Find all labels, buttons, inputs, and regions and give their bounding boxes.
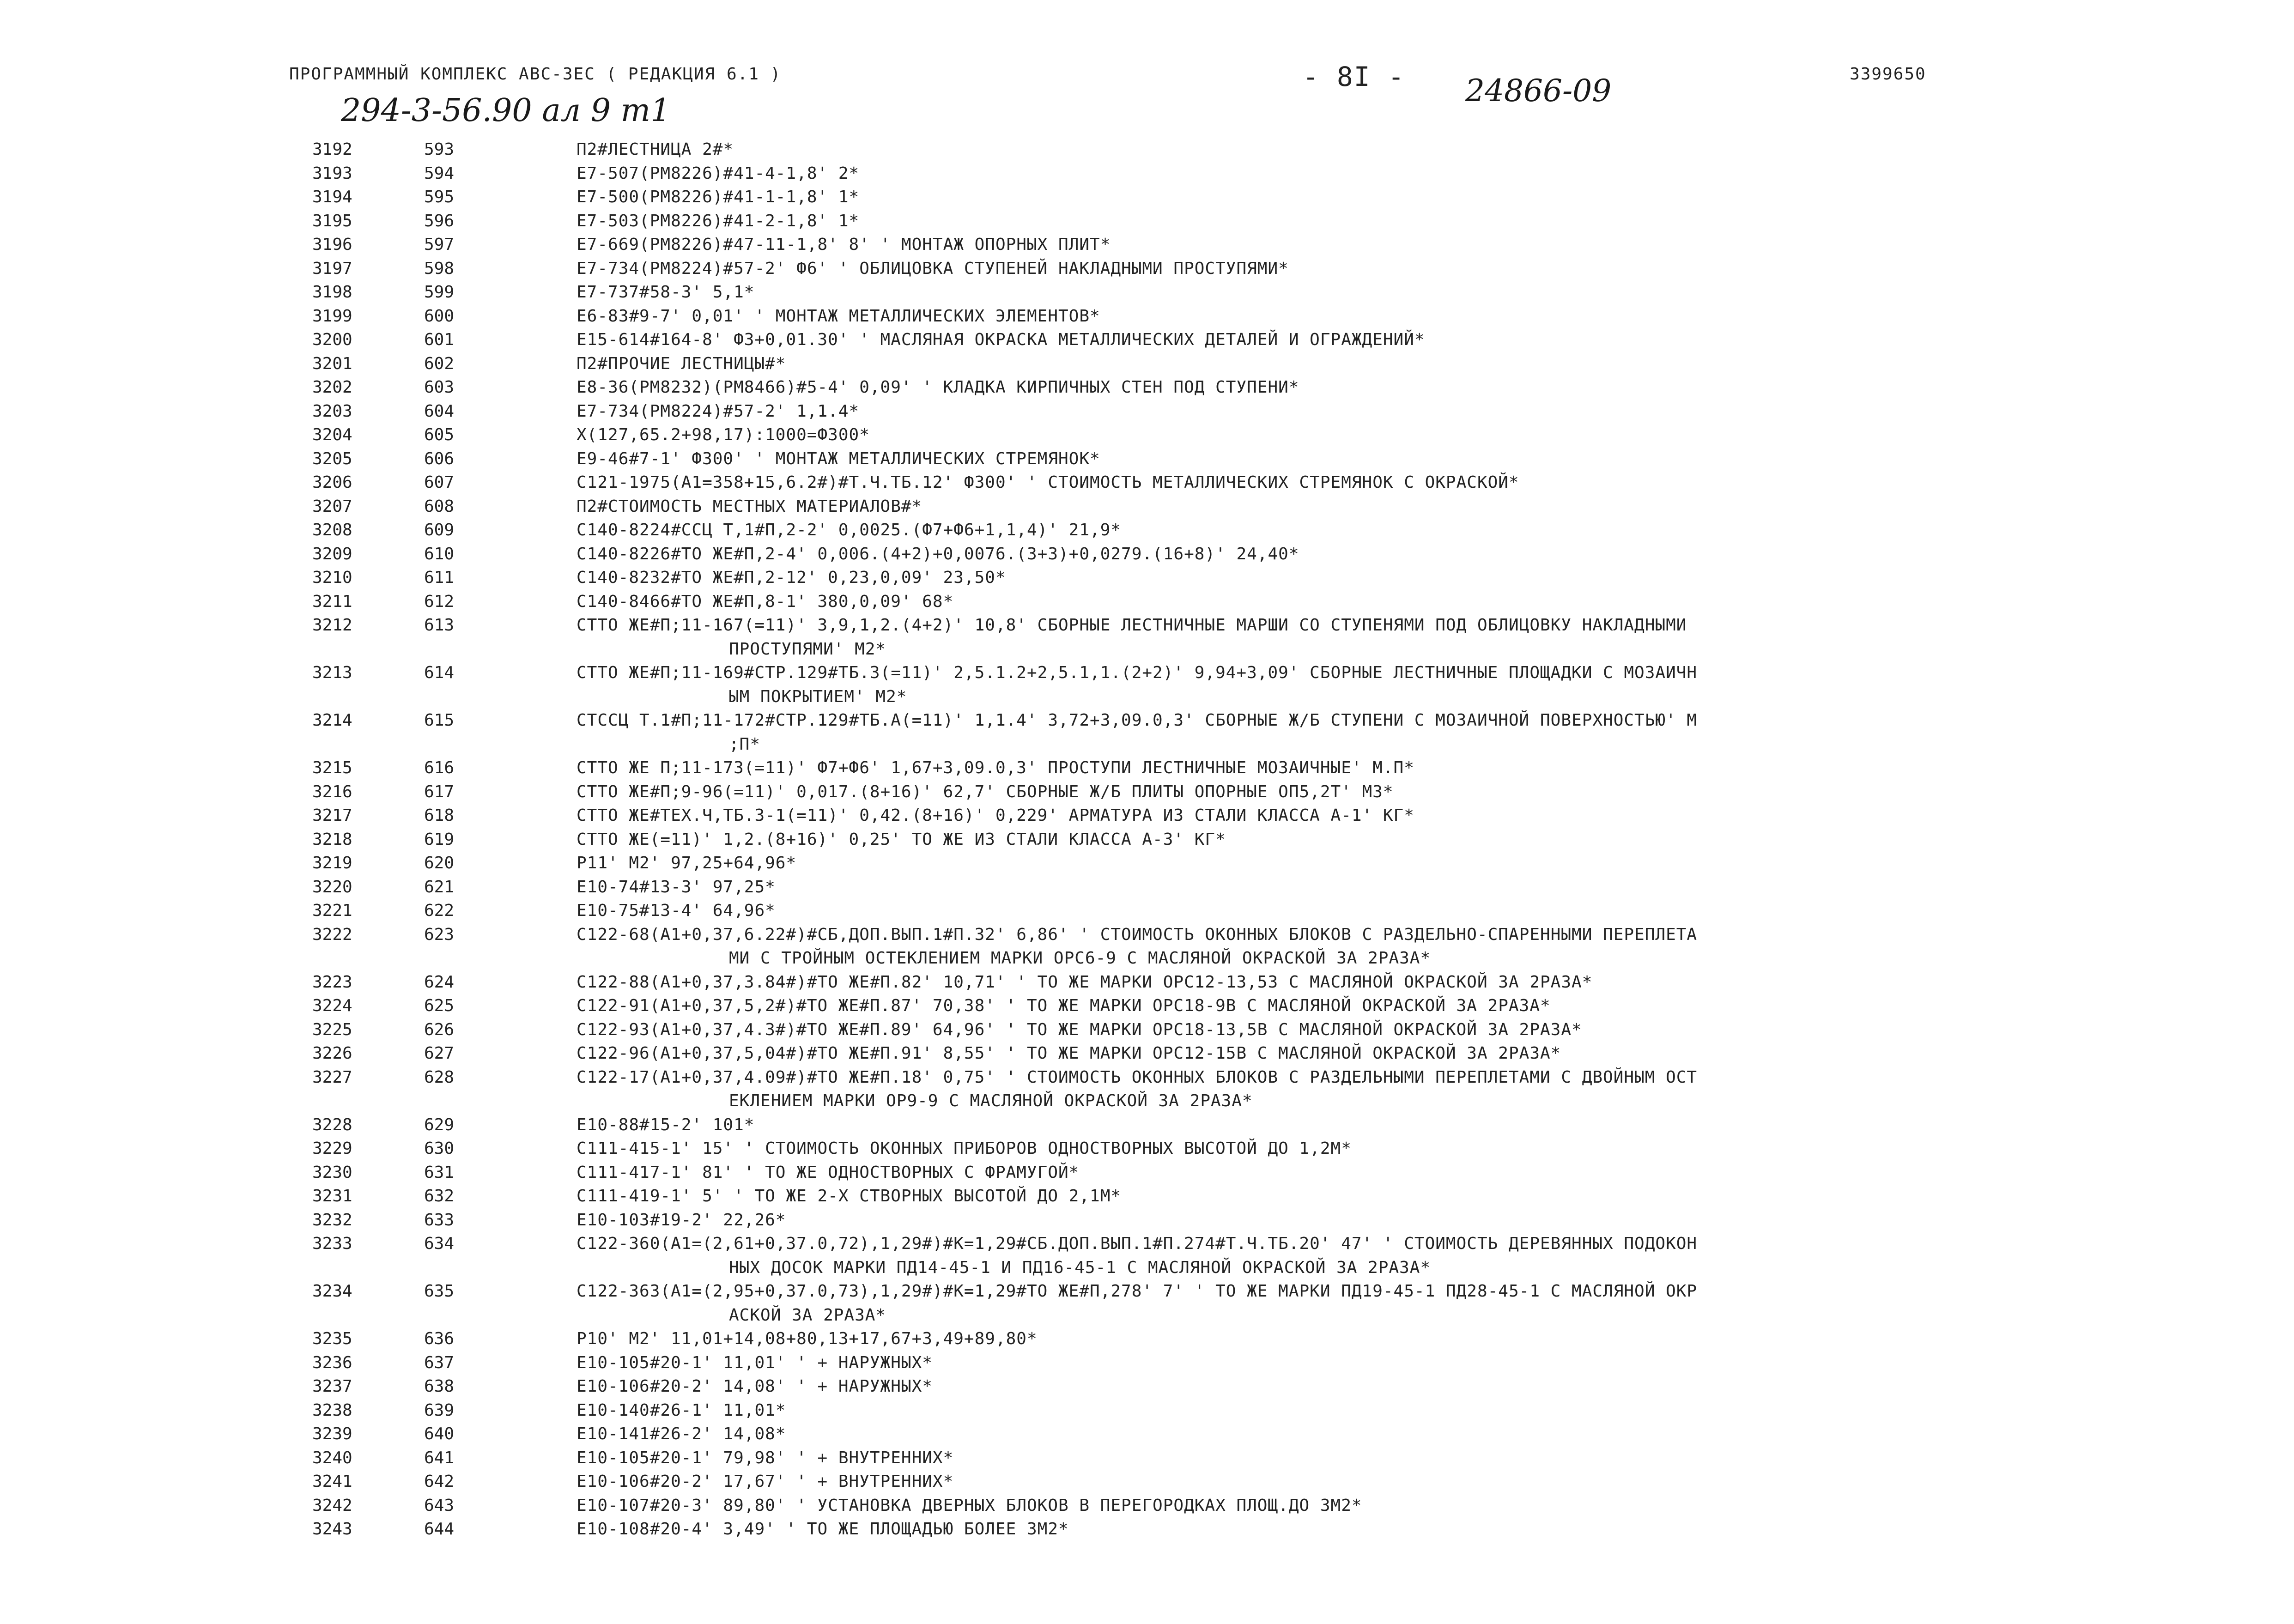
row-text-line: С122-360(А1=(2,61+0,37.0,72),1,29#)#К=1,29#СБ.ДОП.ВЫП.1#П.274#Т.Ч.ТБ.20' 47' ' СТОИМОСТЬ ДЕРЕВЯННЫХ ПОДОКОН — [577, 1234, 1698, 1253]
listing-row — [0, 994, 2294, 1018]
record-number: 602 — [424, 354, 455, 373]
row-text — [577, 1327, 2092, 1351]
row-text — [577, 400, 2092, 424]
row-text-continuation: ;П* — [729, 734, 761, 754]
listing-row — [0, 185, 2294, 209]
record-number: 624 — [424, 972, 455, 992]
row-text — [577, 709, 2092, 756]
listing-row — [0, 1161, 2294, 1185]
row-text — [577, 1470, 2092, 1494]
row-text — [577, 756, 2092, 780]
record-number: 623 — [424, 925, 455, 944]
row-text-line: СТССЦ Т.1#П;11-172#СТР.129#ТБ.А(=11)' 1,1.4' 3,72+3,09.0,3' СБОРНЫЕ Ж/Б СТУПЕНИ С МОЗАИЧНОЙ ПОВЕРХНОСТЬЮ' М — [577, 711, 1698, 730]
document-code: 3399650 — [1850, 65, 1926, 84]
listing-row — [0, 1066, 2294, 1113]
row-text — [577, 257, 2092, 281]
row-text — [577, 233, 2092, 257]
row-text — [577, 352, 2092, 376]
record-number: 607 — [424, 473, 455, 492]
row-text-line: С122-68(А1+0,37,6.22#)#СБ,ДОП.ВЫП.1#П.32' 6,86' ' СТОИМОСТЬ ОКОННЫХ БЛОКОВ С РАЗДЕЛЬНО-СПАРЕННЫМИ ПЕРЕПЛЕТА — [577, 925, 1698, 944]
row-text — [577, 304, 2092, 328]
row-text-line: Е10-105#20-1' 79,98' ' + ВНУТРЕННИХ* — [577, 1448, 954, 1467]
row-text-line: С122-88(А1+0,37,3.84#)#ТО ЖЕ#П.82' 10,71' ' ТО ЖЕ МАРКИ ОРС12-13,53 С МАСЛЯНОЙ ОКРАСКОЙ ЗА 2РАЗА* — [577, 972, 1593, 992]
row-number: 3200 — [312, 330, 352, 349]
row-text — [577, 613, 2092, 661]
row-text — [577, 923, 2092, 970]
row-text-line: Е10-106#20-2' 14,08' ' + НАРУЖНЫХ* — [577, 1377, 933, 1396]
row-number: 3240 — [312, 1448, 352, 1467]
record-number: 603 — [424, 378, 455, 397]
listing-row — [0, 1113, 2294, 1137]
row-text-line: Е7-737#58-3' 5,1* — [577, 283, 755, 302]
row-text-line: Е8-36(РМ8232)(РМ8466)#5-4' 0,09' ' КЛАДКА КИРПИЧНЫХ СТЕН ПОД СТУПЕНИ* — [577, 378, 1299, 397]
listing-row — [0, 1422, 2294, 1446]
record-number: 619 — [424, 830, 455, 849]
record-number: 617 — [424, 782, 455, 801]
listing-row — [0, 257, 2294, 281]
record-number: 626 — [424, 1020, 455, 1039]
listing-row — [0, 400, 2294, 424]
listing-row — [0, 756, 2294, 780]
row-text-line: С122-93(А1+0,37,4.3#)#ТО ЖЕ#П.89' 64,96' ' ТО ЖЕ МАРКИ ОРС18-13,5В С МАСЛЯНОЙ ОКРАСКОЙ ЗА 2РАЗА* — [577, 1020, 1582, 1039]
row-text-line: Е10-74#13-3' 97,25* — [577, 877, 776, 897]
handwritten-reference: 294-3-56.90 ал 9 т1 — [341, 92, 671, 129]
listing-row — [0, 804, 2294, 828]
row-text-line: Р10' М2' 11,01+14,08+80,13+17,67+3,49+89,80* — [577, 1329, 1038, 1348]
row-number: 3228 — [312, 1115, 352, 1134]
row-number: 3216 — [312, 782, 352, 801]
row-text — [577, 875, 2092, 899]
record-number: 594 — [424, 164, 455, 183]
record-number: 641 — [424, 1448, 455, 1467]
row-number: 3205 — [312, 449, 352, 468]
listing-row — [0, 780, 2294, 804]
listing-row — [0, 138, 2294, 162]
row-text-continuation: АСКОЙ ЗА 2РАЗА* — [729, 1305, 886, 1325]
row-number: 3236 — [312, 1353, 352, 1372]
listing-body — [0, 138, 2294, 1541]
row-text-line: Е10-105#20-1' 11,01' ' + НАРУЖНЫХ* — [577, 1353, 933, 1372]
row-text — [577, 1399, 2092, 1423]
row-text-line: Е7-500(РМ8226)#41-1-1,8' 1* — [577, 188, 860, 206]
row-text-line: Е7-669(РМ8226)#47-11-1,8' 8' ' МОНТАЖ ОПОРНЫХ ПЛИТ* — [577, 235, 1111, 254]
row-text-line: Е15-614#164-8' Ф3+0,01.30' ' МАСЛЯНАЯ ОКРАСКА МЕТАЛЛИЧЕСКИХ ДЕТАЛЕЙ И ОГРАЖДЕНИЙ* — [577, 330, 1425, 349]
row-text — [577, 804, 2092, 828]
row-number: 3227 — [312, 1067, 352, 1087]
row-text — [577, 1184, 2092, 1208]
row-text — [577, 566, 2092, 590]
record-number: 630 — [424, 1139, 455, 1158]
row-number: 3238 — [312, 1400, 352, 1420]
row-number: 3234 — [312, 1282, 352, 1301]
row-number: 3230 — [312, 1163, 352, 1182]
row-number: 3208 — [312, 521, 352, 539]
record-number: 604 — [424, 401, 455, 421]
row-text — [577, 899, 2092, 923]
row-number: 3195 — [312, 211, 352, 230]
row-number: 3224 — [312, 996, 352, 1015]
row-text — [577, 1208, 2092, 1232]
row-number: 3203 — [312, 401, 352, 421]
row-text-line: С111-419-1' 5' ' ТО ЖЕ 2-Х СТВОРНЫХ ВЫСОТОЙ ДО 2,1М* — [577, 1187, 1122, 1206]
listing-row — [0, 471, 2294, 495]
row-text — [577, 1375, 2092, 1399]
row-number: 3222 — [312, 925, 352, 944]
row-text-line: Е10-107#20-3' 89,80' ' УСТАНОВКА ДВЕРНЫХ БЛОКОВ В ПЕРЕГОРОДКАХ ПЛОЩ.ДО 3М2* — [577, 1496, 1362, 1515]
record-number: 610 — [424, 544, 455, 564]
row-text-line: СТТО ЖЕ#П;11-169#СТР.129#ТБ.3(=11)' 2,5.1.2+2,5.1,1.(2+2)' 9,94+3,09' СБОРНЫЕ ЛЕСТНИЧНЫЕ ПЛОЩАДКИ С МОЗАИЧН — [577, 663, 1698, 682]
row-text — [577, 138, 2092, 162]
row-text — [577, 1351, 2092, 1375]
row-text — [577, 1279, 2092, 1327]
listing-row — [0, 542, 2294, 566]
listing-row — [0, 352, 2294, 376]
record-number: 596 — [424, 211, 455, 230]
row-number: 3199 — [312, 306, 352, 326]
listing-row — [0, 828, 2294, 852]
row-text-line: С140-8224#ССЦ Т,1#П,2-2' 0,0025.(Ф7+Ф6+1,1,4)' 21,9* — [577, 521, 1122, 539]
row-text-line: П2#ЛЕСТНИЦА 2#* — [577, 140, 734, 159]
listing-row — [0, 590, 2294, 614]
row-text-line: Р11' М2' 97,25+64,96* — [577, 854, 797, 873]
row-text-line: Е7-507(РМ8226)#41-4-1,8' 2* — [577, 164, 860, 183]
row-text-continuation: МИ С ТРОЙНЫМ ОСТЕКЛЕНИЕМ МАРКИ ОРС6-9 С МАСЛЯНОЙ ОКРАСКОЙ ЗА 2РАЗА* — [729, 949, 1431, 968]
row-text-line: СТТО ЖЕ#П;9-96(=11)' 0,017.(8+16)' 62,7' СБОРНЫЕ Ж/Б ПЛИТЫ ОПОРНЫЕ ОП5,2Т' М3* — [577, 782, 1394, 801]
row-text-line: Е6-83#9-7' 0,01' ' МОНТАЖ МЕТАЛЛИЧЕСКИХ ЭЛЕМЕНТОВ* — [577, 306, 1100, 326]
record-number: 640 — [424, 1424, 455, 1443]
row-text-line: СТТО ЖЕ П;11-173(=11)' Ф7+Ф6' 1,67+3,09.0,3' ПРОСТУПИ ЛЕСТНИЧНЫЕ МОЗАИЧНЫЕ' М.П* — [577, 758, 1414, 777]
record-number: 644 — [424, 1520, 455, 1539]
row-text — [577, 423, 2092, 447]
row-number: 3192 — [312, 140, 352, 159]
row-number: 3242 — [312, 1496, 352, 1515]
row-text-line: П2#ПРОЧИЕ ЛЕСТНИЦЫ#* — [577, 354, 786, 373]
listing-row — [0, 1279, 2294, 1327]
handwritten-number: 24866-09 — [1465, 73, 1612, 109]
row-number: 3243 — [312, 1520, 352, 1539]
row-number: 3218 — [312, 830, 352, 849]
row-text-line: Е10-108#20-4' 3,49' ' ТО ЖЕ ПЛОЩАДЬЮ БОЛЕЕ 3М2* — [577, 1520, 1069, 1539]
record-number: 622 — [424, 901, 455, 920]
row-number: 3221 — [312, 901, 352, 920]
record-number: 627 — [424, 1044, 455, 1063]
row-text-line: Е10-140#26-1' 11,01* — [577, 1400, 786, 1420]
row-text — [577, 542, 2092, 566]
row-text-line: С122-363(А1=(2,95+0,37.0,73),1,29#)#К=1,29#ТО ЖЕ#П,278' 7' ' ТО ЖЕ МАРКИ ПД19-45-1 ПД28-45-1 С МАСЛЯНОЙ ОКР — [577, 1282, 1698, 1301]
record-number: 615 — [424, 711, 455, 730]
record-number: 598 — [424, 259, 455, 278]
row-number: 3215 — [312, 758, 352, 777]
record-number: 605 — [424, 425, 455, 444]
record-number: 639 — [424, 1400, 455, 1420]
row-number: 3202 — [312, 378, 352, 397]
row-text — [577, 209, 2092, 233]
record-number: 595 — [424, 188, 455, 206]
row-number: 3193 — [312, 164, 352, 183]
row-number: 3223 — [312, 972, 352, 992]
listing-row — [0, 1042, 2294, 1066]
record-number: 616 — [424, 758, 455, 777]
row-number: 3212 — [312, 616, 352, 635]
row-number: 3197 — [312, 259, 352, 278]
listing-row — [0, 1351, 2294, 1375]
record-number: 638 — [424, 1377, 455, 1396]
row-text-line: С111-415-1' 15' ' СТОИМОСТЬ ОКОННЫХ ПРИБОРОВ ОДНОСТВОРНЫХ ВЫСОТОЙ ДО 1,2М* — [577, 1139, 1352, 1158]
row-text — [577, 1042, 2092, 1066]
listing-row — [0, 709, 2294, 756]
row-number: 3226 — [312, 1044, 352, 1063]
record-number: 611 — [424, 568, 455, 587]
listing-row — [0, 613, 2294, 661]
listing-row — [0, 1327, 2294, 1351]
row-text-continuation: ЕКЛЕНИЕМ МАРКИ ОР9-9 С МАСЛЯНОЙ ОКРАСКОЙ ЗА 2РАЗА* — [729, 1091, 1253, 1110]
row-text-line: Е10-141#26-2' 14,08* — [577, 1424, 786, 1443]
listing-row — [0, 423, 2294, 447]
row-number: 3225 — [312, 1020, 352, 1039]
record-number: 628 — [424, 1067, 455, 1087]
row-number: 3194 — [312, 188, 352, 206]
row-text-continuation: ПРОСТУПЯМИ' М2* — [729, 639, 886, 659]
row-number: 3214 — [312, 711, 352, 730]
listing-row — [0, 1517, 2294, 1541]
record-number: 634 — [424, 1234, 455, 1253]
row-number: 3241 — [312, 1472, 352, 1491]
record-number: 609 — [424, 521, 455, 539]
row-text — [577, 661, 2092, 709]
listing-row — [0, 518, 2294, 542]
row-text — [577, 994, 2092, 1018]
row-text-line: Е7-503(РМ8226)#41-2-1,8' 1* — [577, 211, 860, 230]
row-text-line: П2#СТОИМОСТЬ МЕСТНЫХ МАТЕРИАЛОВ#* — [577, 497, 922, 516]
row-text — [577, 590, 2092, 614]
record-number: 606 — [424, 449, 455, 468]
listing-row — [0, 328, 2294, 352]
listing-row — [0, 1137, 2294, 1161]
row-text — [577, 828, 2092, 852]
listing-row — [0, 661, 2294, 709]
row-number: 3237 — [312, 1377, 352, 1396]
listing-row — [0, 1184, 2294, 1208]
record-number: 613 — [424, 616, 455, 635]
row-text-line: С140-8232#ТО ЖЕ#П,2-12' 0,23,0,09' 23,50* — [577, 568, 1006, 587]
row-number: 3213 — [312, 663, 352, 682]
row-text-line: СТТО ЖЕ#ТЕХ.Ч,ТБ.3-1(=11)' 0,42.(8+16)' 0,229' АРМАТУРА ИЗ СТАЛИ КЛАССА А-1' КГ* — [577, 806, 1414, 825]
row-text — [577, 1137, 2092, 1161]
record-number: 642 — [424, 1472, 455, 1491]
row-text — [577, 162, 2092, 186]
record-number: 629 — [424, 1115, 455, 1134]
record-number: 597 — [424, 235, 455, 254]
record-number: 621 — [424, 877, 455, 897]
listing-row — [0, 1494, 2294, 1518]
row-number: 3207 — [312, 497, 352, 516]
row-text — [577, 1018, 2092, 1042]
row-text-line: Е10-88#15-2' 101* — [577, 1115, 755, 1134]
row-text-line: Х(127,65.2+98,17):1000=Ф300* — [577, 425, 870, 444]
row-text-line: С121-1975(А1=358+15,6.2#)#Т.Ч.ТБ.12' Ф300' ' СТОИМОСТЬ МЕТАЛЛИЧЕСКИХ СТРЕМЯНОК С ОКРАСКОЙ* — [577, 473, 1519, 492]
record-number: 635 — [424, 1282, 455, 1301]
row-text — [577, 1232, 2092, 1279]
record-number: 601 — [424, 330, 455, 349]
row-text — [577, 1446, 2092, 1470]
row-number: 3232 — [312, 1210, 352, 1230]
row-number: 3217 — [312, 806, 352, 825]
row-text-line: Е10-103#19-2' 22,26* — [577, 1210, 786, 1230]
row-number: 3219 — [312, 854, 352, 873]
row-number: 3196 — [312, 235, 352, 254]
listing-row — [0, 304, 2294, 328]
listing-row — [0, 447, 2294, 471]
record-number: 631 — [424, 1163, 455, 1182]
listing-row — [0, 899, 2294, 923]
row-text — [577, 1517, 2092, 1541]
record-number: 600 — [424, 306, 455, 326]
row-text-continuation: НЫХ ДОСОК МАРКИ ПД14-45-1 И ПД16-45-1 С МАСЛЯНОЙ ОКРАСКОЙ ЗА 2РАЗА* — [729, 1258, 1431, 1277]
row-number: 3233 — [312, 1234, 352, 1253]
row-text — [577, 280, 2092, 304]
row-number: 3231 — [312, 1187, 352, 1206]
row-text — [577, 495, 2092, 519]
listing-row — [0, 970, 2294, 994]
listing-row — [0, 923, 2294, 970]
row-number: 3235 — [312, 1329, 352, 1348]
row-text-line: СТТО ЖЕ(=11)' 1,2.(8+16)' 0,25' ТО ЖЕ ИЗ СТАЛИ КЛАССА А-3' КГ* — [577, 830, 1226, 849]
row-text-line: С111-417-1' 81' ' ТО ЖЕ ОДНОСТВОРНЫХ С ФРАМУГОЙ* — [577, 1163, 1080, 1182]
row-text — [577, 376, 2092, 400]
row-number: 3210 — [312, 568, 352, 587]
row-number: 3229 — [312, 1139, 352, 1158]
row-text — [577, 1422, 2092, 1446]
listing-row — [0, 851, 2294, 875]
row-text-line: Е7-734(РМ8224)#57-2' Ф6' ' ОБЛИЦОВКА СТУПЕНЕЙ НАКЛАДНЫМИ ПРОСТУПЯМИ* — [577, 259, 1289, 278]
page-number: - 8I - — [1303, 61, 1405, 92]
row-text-line: СТТО ЖЕ#П;11-167(=11)' 3,9,1,2.(4+2)' 10,8' СБОРНЫЕ ЛЕСТНИЧНЫЕ МАРШИ СО СТУПЕНЯМИ ПОД ОБЛИЦОВКУ НАКЛАДНЫМИ — [577, 616, 1687, 635]
row-number: 3211 — [312, 592, 352, 611]
row-text — [577, 851, 2092, 875]
record-number: 643 — [424, 1496, 455, 1515]
row-text-line: С122-17(А1+0,37,4.09#)#ТО ЖЕ#П.18' 0,75' ' СТОИМОСТЬ ОКОННЫХ БЛОКОВ С РАЗДЕЛЬНЫМИ ПЕРЕПЛЕТАМИ С ДВОЙНЫМ ОСТ — [577, 1067, 1698, 1087]
row-text-line: С122-96(А1+0,37,5,04#)#ТО ЖЕ#П.91' 8,55' ' ТО ЖЕ МАРКИ ОРС12-15В С МАСЛЯНОЙ ОКРАСКОЙ ЗА 2РАЗА* — [577, 1044, 1561, 1063]
listing-row — [0, 566, 2294, 590]
listing-row — [0, 1018, 2294, 1042]
row-text — [577, 518, 2092, 542]
row-text — [577, 447, 2092, 471]
record-number: 637 — [424, 1353, 455, 1372]
row-text-line: Е9-46#7-1' Ф300' ' МОНТАЖ МЕТАЛЛИЧЕСКИХ СТРЕМЯНОК* — [577, 449, 1100, 468]
listing-row — [0, 209, 2294, 233]
listing-row — [0, 233, 2294, 257]
record-number: 612 — [424, 592, 455, 611]
row-text-line: Е10-75#13-4' 64,96* — [577, 901, 776, 920]
listing-row — [0, 495, 2294, 519]
record-number: 633 — [424, 1210, 455, 1230]
row-text-line: С122-91(А1+0,37,5,2#)#ТО ЖЕ#П.87' 70,38' ' ТО ЖЕ МАРКИ ОРС18-9В С МАСЛЯНОЙ ОКРАСКОЙ ЗА 2РАЗА* — [577, 996, 1551, 1015]
record-number: 593 — [424, 140, 455, 159]
row-text — [577, 471, 2092, 495]
program-title: ПРОГРАММНЫЙ КОМПЛЕКС АВС-3ЕС ( РЕДАКЦИЯ 6.1 ) — [289, 65, 782, 84]
row-number: 3198 — [312, 283, 352, 302]
record-number: 608 — [424, 497, 455, 516]
row-number: 3209 — [312, 544, 352, 564]
row-text — [577, 1494, 2092, 1518]
listing-row — [0, 875, 2294, 899]
listing-row — [0, 1232, 2294, 1279]
listing-row — [0, 1208, 2294, 1232]
row-text — [577, 1066, 2092, 1113]
record-number: 618 — [424, 806, 455, 825]
record-number: 599 — [424, 283, 455, 302]
row-text — [577, 1113, 2092, 1137]
listing-row — [0, 376, 2294, 400]
row-text-line: Е10-106#20-2' 17,67' ' + ВНУТРЕННИХ* — [577, 1472, 954, 1491]
listing-row — [0, 162, 2294, 186]
row-number: 3201 — [312, 354, 352, 373]
listing-row — [0, 1399, 2294, 1423]
row-text-line: С140-8466#ТО ЖЕ#П,8-1' 380,0,09' 68* — [577, 592, 954, 611]
row-text — [577, 185, 2092, 209]
row-number: 3206 — [312, 473, 352, 492]
record-number: 614 — [424, 663, 455, 682]
row-text — [577, 1161, 2092, 1185]
row-number: 3239 — [312, 1424, 352, 1443]
row-text — [577, 328, 2092, 352]
listing-row — [0, 1470, 2294, 1494]
listing-row — [0, 1446, 2294, 1470]
listing-row — [0, 280, 2294, 304]
row-number: 3220 — [312, 877, 352, 897]
row-text-continuation: ЫМ ПОКРЫТИЕМ' М2* — [729, 687, 907, 706]
listing-row — [0, 1375, 2294, 1399]
row-text-line: С140-8226#ТО ЖЕ#П,2-4' 0,006.(4+2)+0,0076.(3+3)+0,0279.(16+8)' 24,40* — [577, 544, 1299, 564]
record-number: 636 — [424, 1329, 455, 1348]
row-text — [577, 970, 2092, 994]
record-number: 632 — [424, 1187, 455, 1206]
row-text-line: Е7-734(РМ8224)#57-2' 1,1.4* — [577, 401, 860, 421]
row-number: 3204 — [312, 425, 352, 444]
row-text — [577, 780, 2092, 804]
record-number: 625 — [424, 996, 455, 1015]
record-number: 620 — [424, 854, 455, 873]
